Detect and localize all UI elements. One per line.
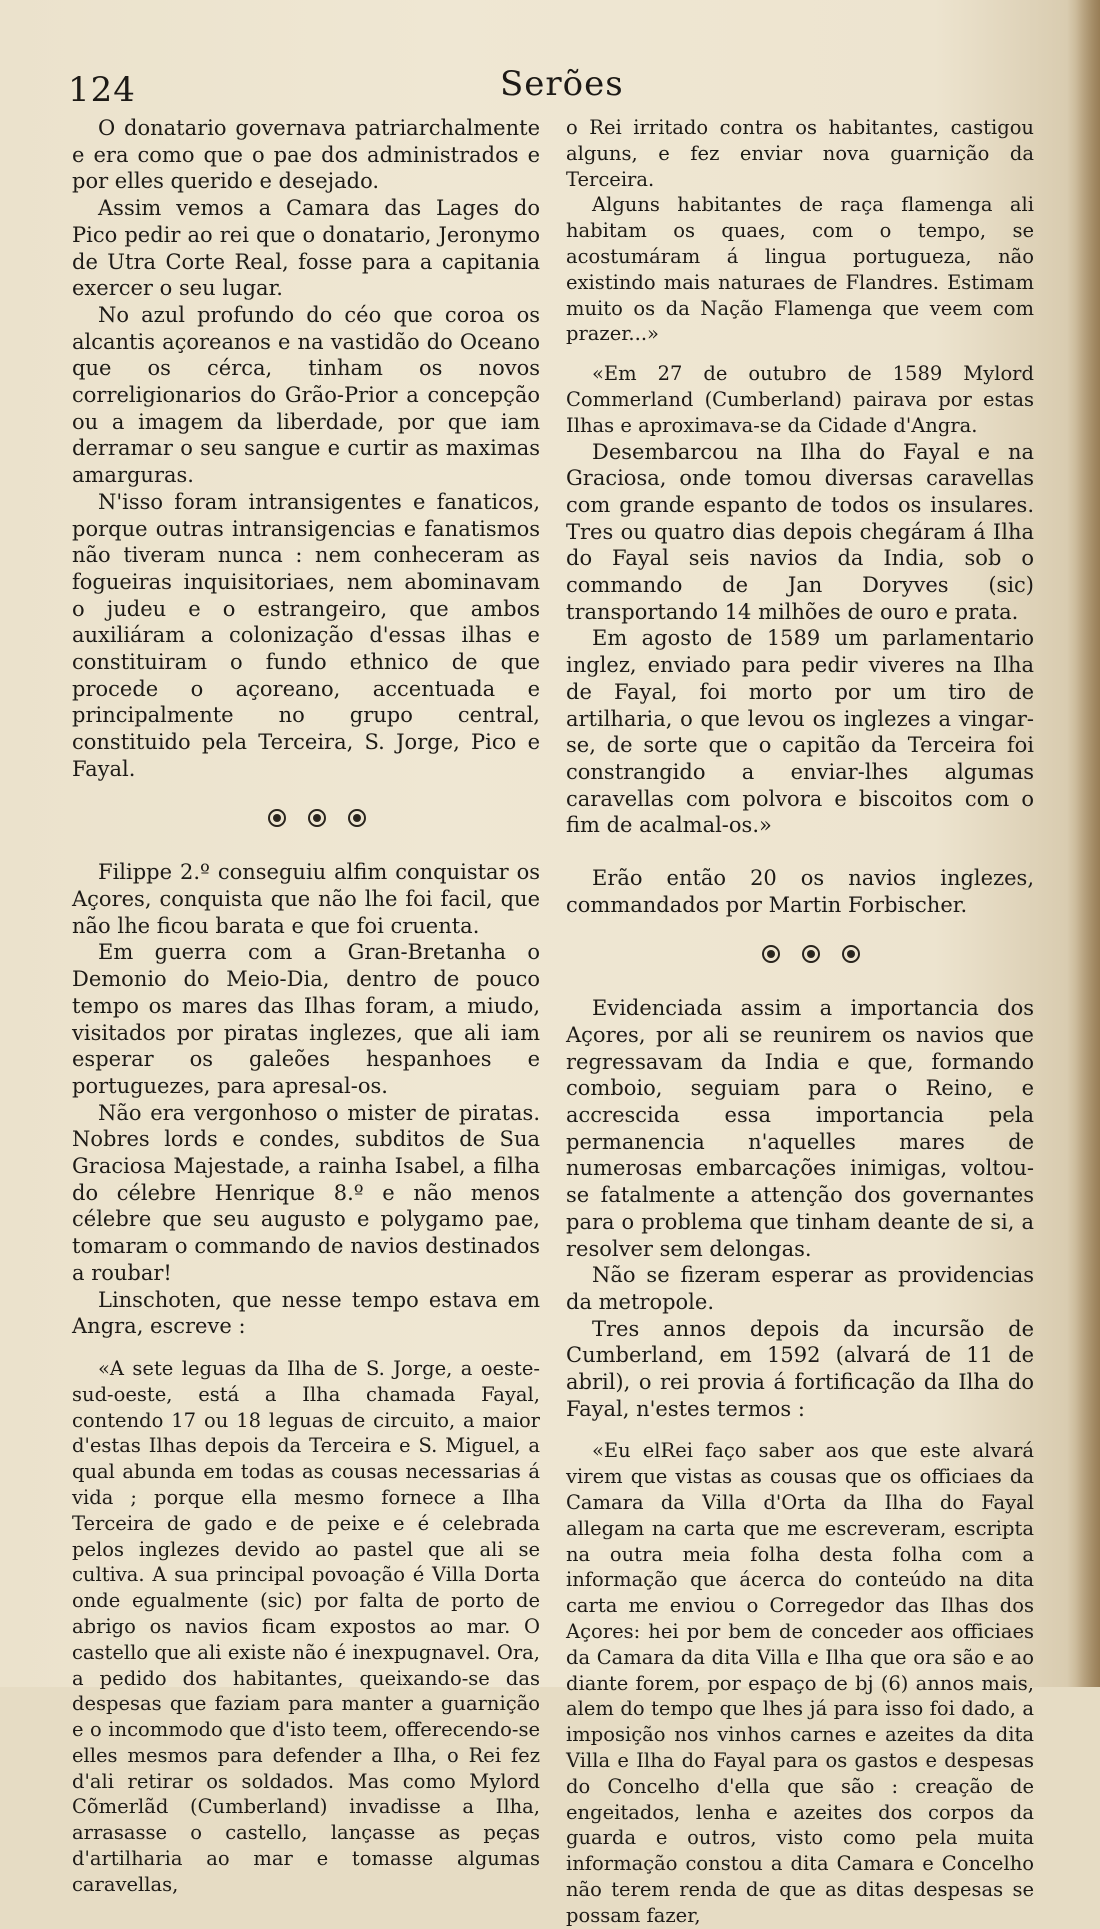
paragraph: N'isso foram intransigentes e fanaticos, porque outras intransigencias e fanatismos não tiveram nunca : nem conheceram as fogueiras inquisitoriaes, nem abominavam o judeu e o estrangeiro, que ambos auxiliáram a colonização d'essas ilhas e constituiram o fundo ethnico de que procede o açoreano, accentuada e principalmente no grupo central, constituido pela Terceira, S. Jorge, Pico e Fayal. bbox=[72, 489, 540, 781]
left-column bbox=[72, 115, 540, 1898]
quotation-continued: o Rei irritado contra os habitantes, castigou alguns, e fez enviar nova guarnição da Terceira. bbox=[566, 116, 1034, 191]
page-fold-shadow bbox=[1076, 0, 1100, 1687]
paragraph: Não se fizeram esperar as providencias da metropole. bbox=[566, 1263, 1034, 1314]
paragraph: Erão então 20 os navios inglezes, commandados por Martin Forbischer. bbox=[566, 866, 1034, 917]
ornament-dot-icon bbox=[802, 945, 820, 963]
quotation: Alguns habitantes de raça flamenga ali habitam os quaes, com o tempo, se acostumáram á lingua portugueza, não existindo mais naturaes de Flandres. Estimam muito os da Nação Flamenga que veem com prazer...» bbox=[566, 193, 1034, 346]
quotation: «Eu elRei faço saber aos que este alvará virem que vistas as cousas que os officiaes da Camara da Villa d'Orta da Ilha do Fayal allegam na carta que me escreveram, escripta na outra meia folha desta folha com a informação que ácerca do conteúdo na dita carta me enviou o Corregedor das Ilhas dos Açores: hei por bem de conceder aos officiaes da Camara da dita Villa e Ilha que ora são e ao diante forem, por espaço de bj (6) annos mais, alem do tempo que lhes já para isso foi dado, a imposição nos vinhos carnes e azeites da dita Villa e Ilha do Fayal para os gastos e despesas do Concelho d'ella que são : creação de engeitados, lenha e azeites dos corpos da guarda e outros, visto como pela muita informação constou a dita Camara e Concelho não terem renda de que as ditas despesas se possam fazer, bbox=[566, 1439, 1034, 1927]
ornament-dot-icon bbox=[348, 809, 366, 827]
paragraph: Evidenciada assim a importancia dos Açores, por ali se reunirem os navios que regressavam da India e que, formando comboio, seguiam para o Reino, e accrescida essa importancia pela permanencia n'aquelles mares de numerosas embarcações inimigas, voltou-se fatalmente a attenção dos governantes para o problema que tinham deante de si, a resolver sem delongas. bbox=[566, 996, 1034, 1261]
paragraph: Filippe 2.º conseguiu alfim conquistar os Açores, conquista que não lhe foi facil, que não lhe ficou barata e que foi cruenta. bbox=[72, 860, 540, 938]
paragraph: Assim vemos a Camara das Lages do Pico pedir ao rei que o donatario, Jeronymo de Utra Corte Real, fosse para a capitania exercer o seu lugar. bbox=[72, 196, 540, 301]
right-column bbox=[566, 115, 1034, 1929]
ornament-dot-icon bbox=[268, 809, 286, 827]
ornament-dot-icon bbox=[308, 809, 326, 827]
paragraph: O donatario governava patriarchalmente e era como que o pae dos administrados e por elles querido e desejado. bbox=[72, 116, 540, 194]
page-number: 124 bbox=[68, 70, 136, 110]
ornament-dot-icon bbox=[842, 945, 860, 963]
paragraph: No azul profundo do céo que coroa os alcantis açoreanos e na vastidão do Oceano que os cérca, tinham os novos correligionarios do Grão-Prior a concepção ou a imagem da liberdade, por que iam derramar o seu sangue e curtir as maximas amarguras. bbox=[72, 302, 540, 488]
paragraph: Não era vergonhoso o mister de piratas. Nobres lords e condes, subditos de Sua Graciosa Majestade, a rainha Isabel, a filha do célebre Henrique 8.º e não menos célebre que seu augusto e polygamo pae, tomaram o commando de navios destinados a roubar! bbox=[72, 1100, 540, 1285]
paragraph: Em guerra com a Gran-Bretanha o Demonio do Meio-Dia, dentro de pouco tempo os mares das Ilhas foram, a miudo, visitados por piratas inglezes, que ali iam esperar os galeões hespanhoes e portuguezes, para apresal-os. bbox=[72, 940, 540, 1098]
running-title: Serões bbox=[500, 64, 624, 104]
quotation: «A sete leguas da Ilha de S. Jorge, a oeste-sud-oeste, está a Ilha chamada Fayal, contendo 17 ou 18 leguas de circuito, a maior d'estas Ilhas depois da Terceira e S. Miguel, a qual abunda em todas as cousas necessarias á vida ; porque ella mesmo fornece a Ilha Terceira de gado e de peixe e é celebrada pelos inglezes devido ao pastel que ali se cultiva. A sua principal povoação é Villa Dorta onde egualmente (sic) por falta de porto de abrigo os navios ficam expostos ao mar. O castello que ali existe não é inexpugnavel. Ora, a pedido dos habitantes, queixando-se das despesas que faziam para manter a guarnição e o incommodo que d'isto teem, offerecendo-se elles mesmos para defender a Ilha, o Rei fez d'ali retirar os soldados. Mas como Mylord Cõmerlãd (Cumberland) invadisse a Ilha, arrasasse o castello, lançasse as peças d'artilharia ao mar e tomasse algumas caravellas, bbox=[72, 1356, 540, 1896]
ornament-dot-icon bbox=[762, 945, 780, 963]
paragraph: Tres annos depois da incursão de Cumberland, em 1592 (alvará de 11 de abril), o rei provia á fortificação da Ilha do Fayal, n'estes termos : bbox=[566, 1316, 1034, 1421]
paragraph: Linschoten, que nesse tempo estava em Angra, escreve : bbox=[72, 1287, 540, 1339]
section-ornament bbox=[72, 809, 540, 836]
quotation: Desembarcou na Ilha do Fayal e na Graciosa, onde tomou diversas caravellas com grande espanto de todos os insulares. Tres ou quatro dias depois chegáram á Ilha do Fayal seis navios da India, sob o commando de Jan Doryves (sic) transportando 14 milhões de ouro e prata. bbox=[566, 439, 1034, 624]
quotation: Em agosto de 1589 um parlamentario inglez, enviado para pedir viveres na Ilha de Fayal, foi morto por um tiro de artilharia, o que levou os inglezes a vingar-se, de sorte que o capitão da Terceira foi constrangido a enviar-lhes algumas caravellas com polvora e biscoitos com o fim de acalmal-os.» bbox=[566, 626, 1034, 838]
quotation: «Em 27 de outubro de 1589 Mylord Commerland (Cumberland) pairava por estas Ilhas e aproximava-se da Cidade d'Angra. bbox=[566, 362, 1034, 437]
section-ornament bbox=[566, 945, 1034, 972]
